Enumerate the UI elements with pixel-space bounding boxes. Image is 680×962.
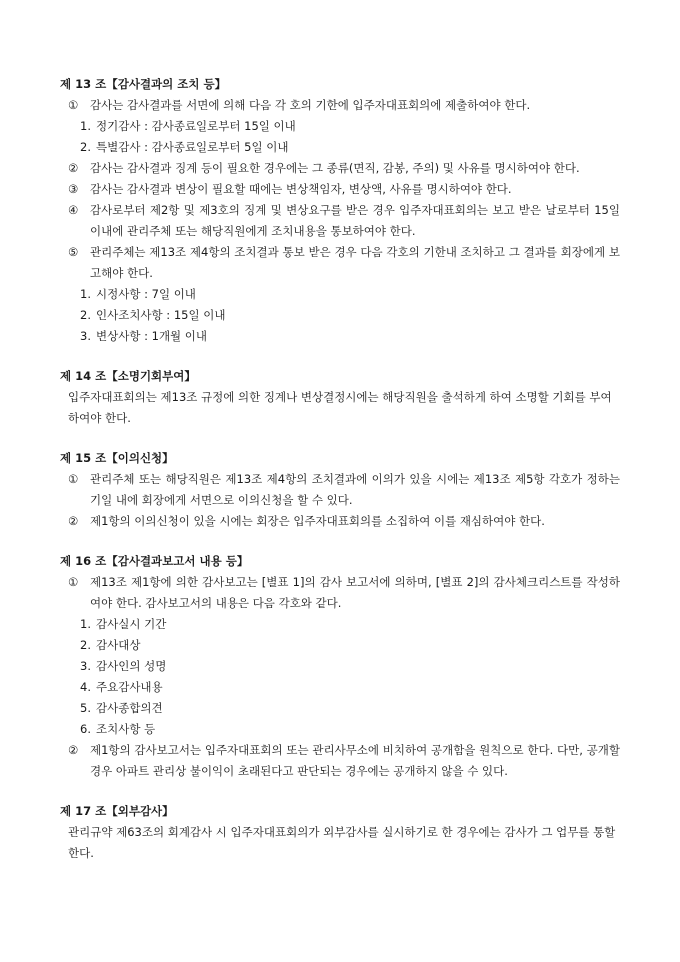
clause-text: 감사로부터 제2항 및 제3호의 징계 및 변상요구를 받은 경우 입주자대표회의는 보고 받은 날로부터 15일 이내에 관리주체 또는 해당직원에게 조치내용을 통보하여야 한다. <box>90 203 620 238</box>
article-13 <box>60 74 620 347</box>
item-text: 시정사항 : 7일 이내 <box>96 287 196 301</box>
clause-marker: ② <box>68 743 79 757</box>
article-title: 제 15 조【이의신청】 <box>60 451 174 465</box>
clause-marker: ③ <box>68 182 79 196</box>
clause-text: 감사는 감사결과 변상이 필요할 때에는 변상책임자, 변상액, 사유를 명시하여야 한다. <box>90 182 512 196</box>
clause <box>60 200 620 242</box>
clause-text: 감사는 감사결과 징계 등이 필요한 경우에는 그 종류(면직, 감봉, 주의) 및 사유를 명시하여야 한다. <box>90 161 580 175</box>
article-title: 제 16 조【감사결과보고서 내용 등】 <box>60 554 249 568</box>
paragraph: 관리규약 제63조의 회계감사 시 입주자대표회의가 외부감사를 실시하기로 한 경우에는 감사가 그 업무를 통할한다. <box>68 825 616 860</box>
clause <box>60 511 620 532</box>
item-number: 1. <box>80 617 91 631</box>
list-item <box>60 677 620 698</box>
clause-text: 제1항의 이의신청이 있을 시에는 회장은 입주자대표회의를 소집하여 이를 재심하여야 한다. <box>90 514 545 528</box>
clause-text: 제1항의 감사보고서는 입주자대표회의 또는 관리사무소에 비치하여 공개함을 원칙으로 한다. 다만, 공개할 경우 아파트 관리상 불이익이 초래된다고 판단되는 경우에는 공개하지 않을 수 있다. <box>90 743 620 778</box>
list-item <box>60 326 620 347</box>
item-text: 인사조치사항 : 15일 이내 <box>96 308 226 322</box>
item-number: 5. <box>80 701 91 715</box>
article-16 <box>60 551 620 782</box>
item-number: 1. <box>80 119 91 133</box>
list-item <box>60 137 620 158</box>
article-title: 제 14 조【소명기회부여】 <box>60 369 196 383</box>
item-text: 감사대상 <box>96 638 141 652</box>
list-item <box>60 116 620 137</box>
item-text: 특별감사 : 감사종료일로부터 5일 이내 <box>96 140 289 154</box>
clause <box>60 242 620 284</box>
item-number: 4. <box>80 680 91 694</box>
clause-marker: ① <box>68 472 79 486</box>
clause-marker: ④ <box>68 203 79 217</box>
article-17 <box>60 801 620 864</box>
clause-text: 제13조 제1항에 의한 감사보고는 [별표 1]의 감사 보고서에 의하며, [별표 2]의 감사체크리스트를 작성하여야 한다. 감사보고서의 내용은 다음 각호와 같다. <box>90 575 620 610</box>
article-15 <box>60 448 620 532</box>
item-text: 감사종합의견 <box>96 701 163 715</box>
list-item <box>60 305 620 326</box>
list-item <box>60 614 620 635</box>
article-title: 제 17 조【외부감사】 <box>60 804 174 818</box>
clause <box>60 740 620 782</box>
item-number: 3. <box>80 659 91 673</box>
article-title: 제 13 조【감사결과의 조치 등】 <box>60 77 227 91</box>
item-number: 1. <box>80 287 91 301</box>
item-text: 감사인의 성명 <box>96 659 167 673</box>
clause-marker: ② <box>68 514 79 528</box>
clause <box>60 469 620 511</box>
item-number: 2. <box>80 638 91 652</box>
clause-text: 감사는 감사결과를 서면에 의해 다음 각 호의 기한에 입주자대표회의에 제출하여야 한다. <box>90 98 531 112</box>
clause-marker: ① <box>68 575 79 589</box>
list-item <box>60 698 620 719</box>
list-item <box>60 284 620 305</box>
list-item <box>60 719 620 740</box>
list-item <box>60 656 620 677</box>
paragraph: 입주자대표회의는 제13조 규정에 의한 징계나 변상결정시에는 해당직원을 출석하게 하여 소명할 기회를 부여하여야 한다. <box>68 390 612 425</box>
clause <box>60 95 620 116</box>
item-text: 정기감사 : 감사종료일로부터 15일 이내 <box>96 119 296 133</box>
clause-text: 관리주체 또는 해당직원은 제13조 제4항의 조치결과에 이의가 있을 시에는 제13조 제5항 각호가 정하는 기일 내에 회장에게 서면으로 이의신청을 할 수 있다. <box>90 472 620 507</box>
clause-marker: ② <box>68 161 79 175</box>
clause-text: 관리주체는 제13조 제4항의 조치결과 통보 받은 경우 다음 각호의 기한내 조치하고 그 결과를 회장에게 보고해야 한다. <box>90 245 620 280</box>
clause <box>60 158 620 179</box>
item-text: 조치사항 등 <box>96 722 156 736</box>
item-number: 2. <box>80 140 91 154</box>
list-item <box>60 635 620 656</box>
item-number: 6. <box>80 722 91 736</box>
clause <box>60 179 620 200</box>
clause <box>60 572 620 614</box>
article-14 <box>60 366 620 429</box>
clause-marker: ① <box>68 98 79 112</box>
item-text: 주요감사내용 <box>96 680 163 694</box>
item-text: 감사실시 기간 <box>96 617 167 631</box>
item-text: 변상사항 : 1개월 이내 <box>96 329 208 343</box>
item-number: 3. <box>80 329 91 343</box>
clause-marker: ⑤ <box>68 245 79 259</box>
item-number: 2. <box>80 308 91 322</box>
